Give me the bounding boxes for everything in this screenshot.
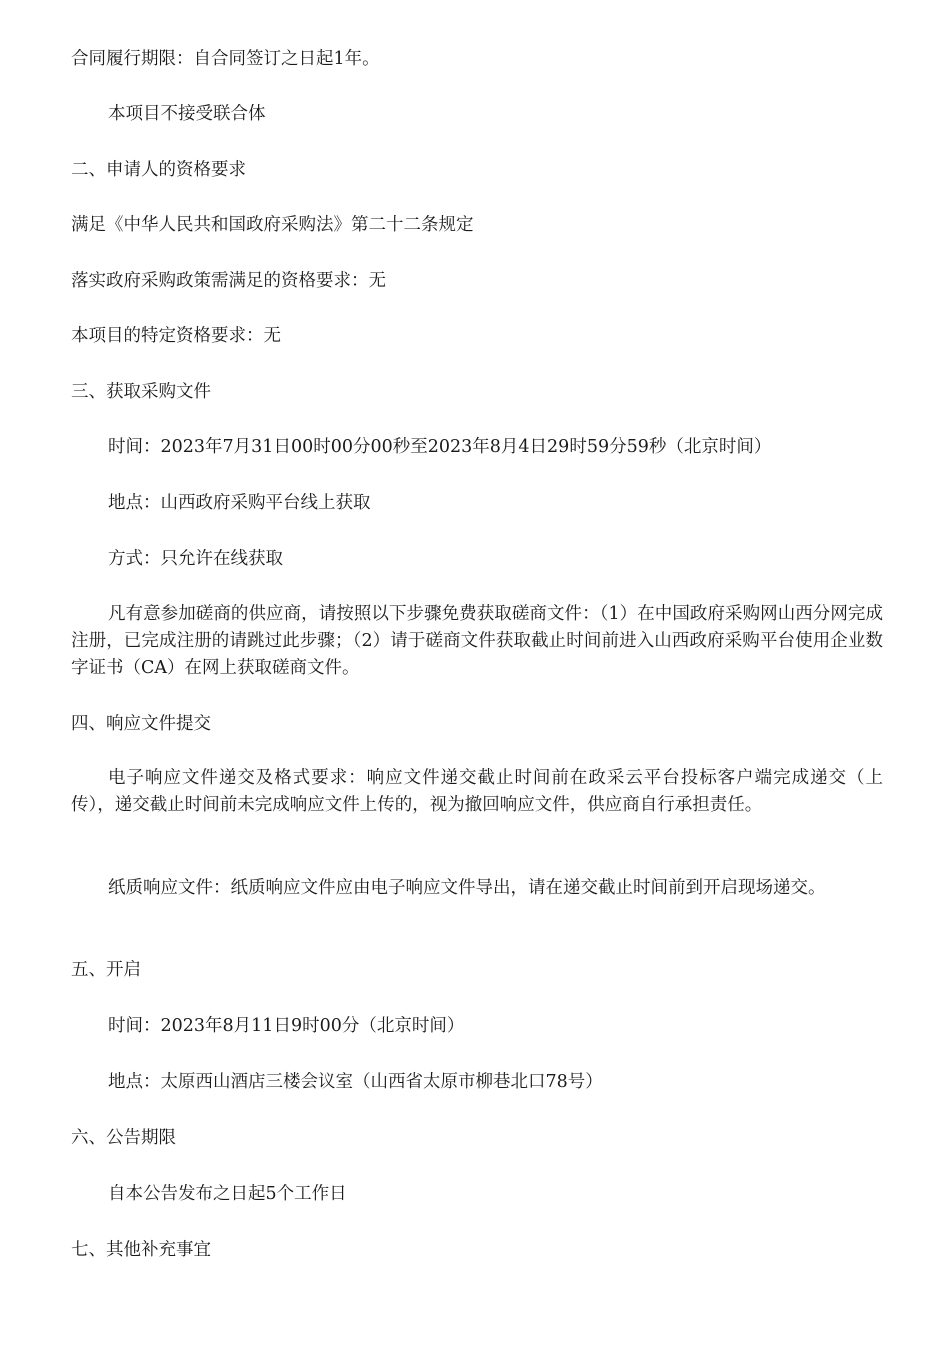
section5-heading: 五、开启	[71, 960, 141, 980]
section5-place: 地点：太原西山酒店三楼会议室（山西省太原市柳巷北口78号）	[108, 1072, 603, 1092]
section4-electronic: 电子响应文件递交及格式要求：响应文件递交截止时间前在政采云平台投标客户端完成递交（上传），递交截止时间前未完成响应文件上传的，视为撤回响应文件，供应商自行承担责任。	[71, 768, 883, 815]
section2-item3: 本项目的特定资格要求：无	[71, 326, 281, 346]
section7-heading: 七、其他补充事宜	[71, 1240, 211, 1260]
section3-place: 地点：山西政府采购平台线上获取	[108, 493, 371, 513]
section6-content: 自本公告发布之日起5个工作日	[108, 1184, 347, 1204]
section3-note: 凡有意参加磋商的供应商，请按照以下步骤免费获取磋商文件：（1）在中国政府采购网山西分网完成注册，已完成注册的请跳过此步骤；（2）请于磋商文件获取截止时间前进入山西政府采购平台使用企业数字证书（CA）在网上获取磋商文件。	[71, 604, 883, 678]
section5-time: 时间：2023年8月11日9时00分（北京时间）	[108, 1016, 465, 1036]
section3-method: 方式：只允许在线获取	[108, 549, 283, 569]
section6-heading: 六、公告期限	[71, 1128, 176, 1148]
section4-paper: 纸质响应文件：纸质响应文件应由电子响应文件导出，请在递交截止时间前到开启现场递交。	[108, 878, 826, 898]
section3-heading: 三、获取采购文件	[71, 382, 211, 402]
section4-heading: 四、响应文件提交	[71, 714, 211, 734]
no-consortium-text: 本项目不接受联合体	[108, 104, 266, 124]
section2-heading: 二、申请人的资格要求	[71, 160, 246, 180]
section2-item1: 满足《中华人民共和国政府采购法》第二十二条规定	[71, 215, 474, 235]
contract-period-text: 合同履行期限：自合同签订之日起1年。	[71, 49, 380, 69]
section2-item2: 落实政府采购政策需满足的资格要求：无	[71, 271, 386, 291]
section3-time: 时间：2023年7月31日00时00分00秒至2023年8月4日29时59分59秒（北京时间）	[108, 437, 772, 457]
